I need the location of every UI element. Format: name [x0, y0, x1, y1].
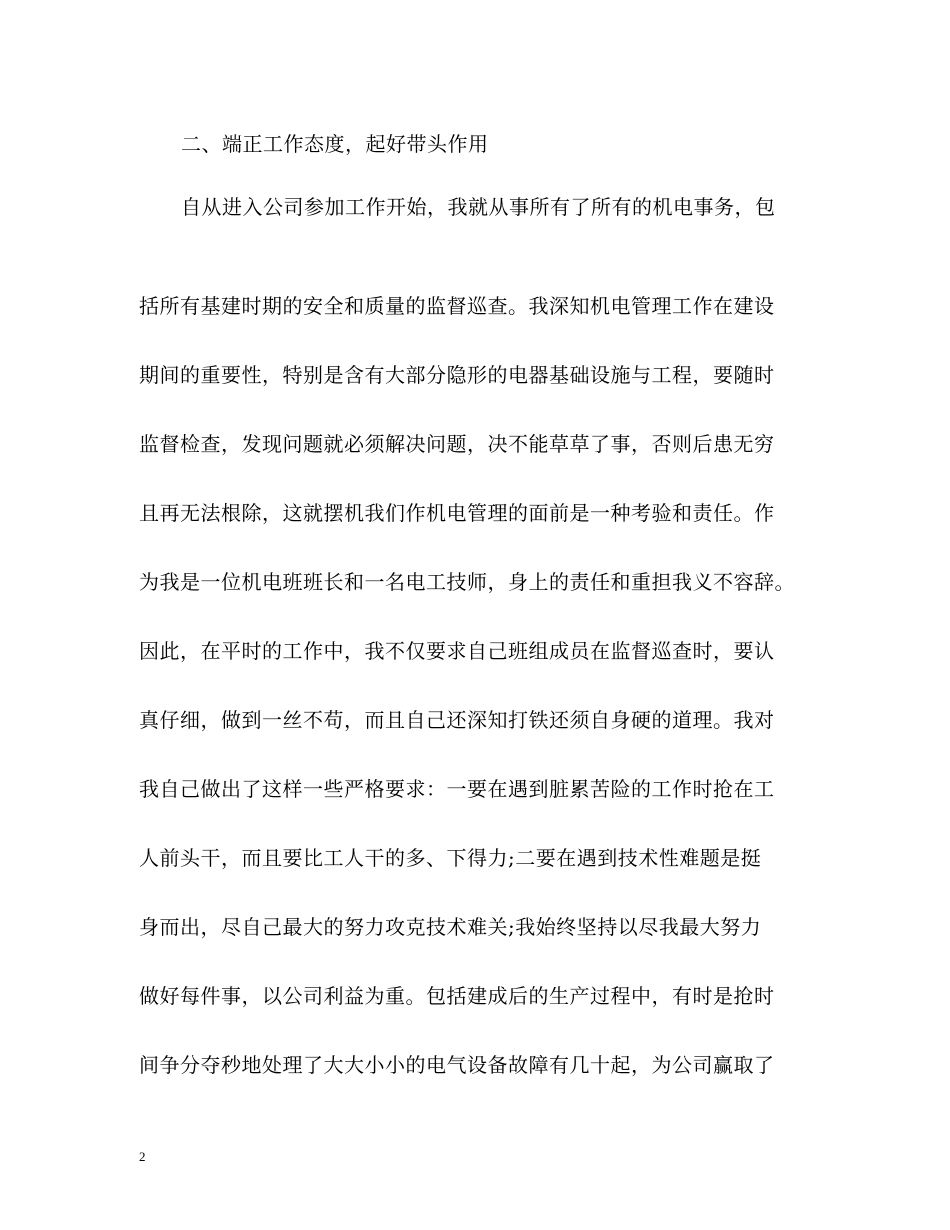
paragraph-line-1: 自从进入公司参加工作开始，我就从事所有了所有的机电事务，包 — [181, 195, 776, 219]
paragraph-line-9: 我自己做出了这样一些严格要求：一要在遇到脏累苦险的工作时抢在工 — [139, 777, 775, 801]
paragraph-line-3: 期间的重要性，特别是含有大部分隐形的电器基础设施与工程，要随时 — [139, 363, 775, 387]
paragraph-line-4: 监督检查，发现问题就必须解决问题，决不能草草了事，否则后患无穷 — [139, 432, 775, 456]
paragraph-line-11: 身而出，尽自己最大的努力攻克技术难关;我始终坚持以尽我最大努力 — [139, 915, 762, 939]
paragraph-line-7: 因此，在平时的工作中，我不仅要求自己班组成员在监督巡查时，要认 — [139, 639, 775, 663]
paragraph-line-12: 做好每件事，以公司利益为重。包括建成后的生产过程中，有时是抢时 — [139, 984, 775, 1008]
section-heading: 二、端正工作态度，起好带头作用 — [181, 132, 489, 156]
paragraph-line-2: 括所有基建时期的安全和质量的监督巡查。我深知机电管理工作在建设 — [139, 294, 775, 318]
paragraph-line-8: 真仔细，做到一丝不苟，而且自己还深知打铁还须自身硬的道理。我对 — [139, 708, 775, 732]
page-number: 2 — [139, 1149, 146, 1164]
paragraph-line-5: 且再无法根除，这就摆机我们作机电管理的面前是一种考验和责任。作 — [139, 501, 775, 525]
paragraph-line-13: 间争分夺秒地处理了大大小小的电气设备故障有几十起，为公司赢取了 — [139, 1053, 775, 1077]
paragraph-line-6: 为我是一位机电班班长和一名电工技师，身上的责任和重担我义不容辞。 — [139, 570, 795, 594]
paragraph-line-10: 人前头干，而且要比工人干的多、下得力;二要在遇到技术性难题是挺 — [139, 846, 762, 870]
